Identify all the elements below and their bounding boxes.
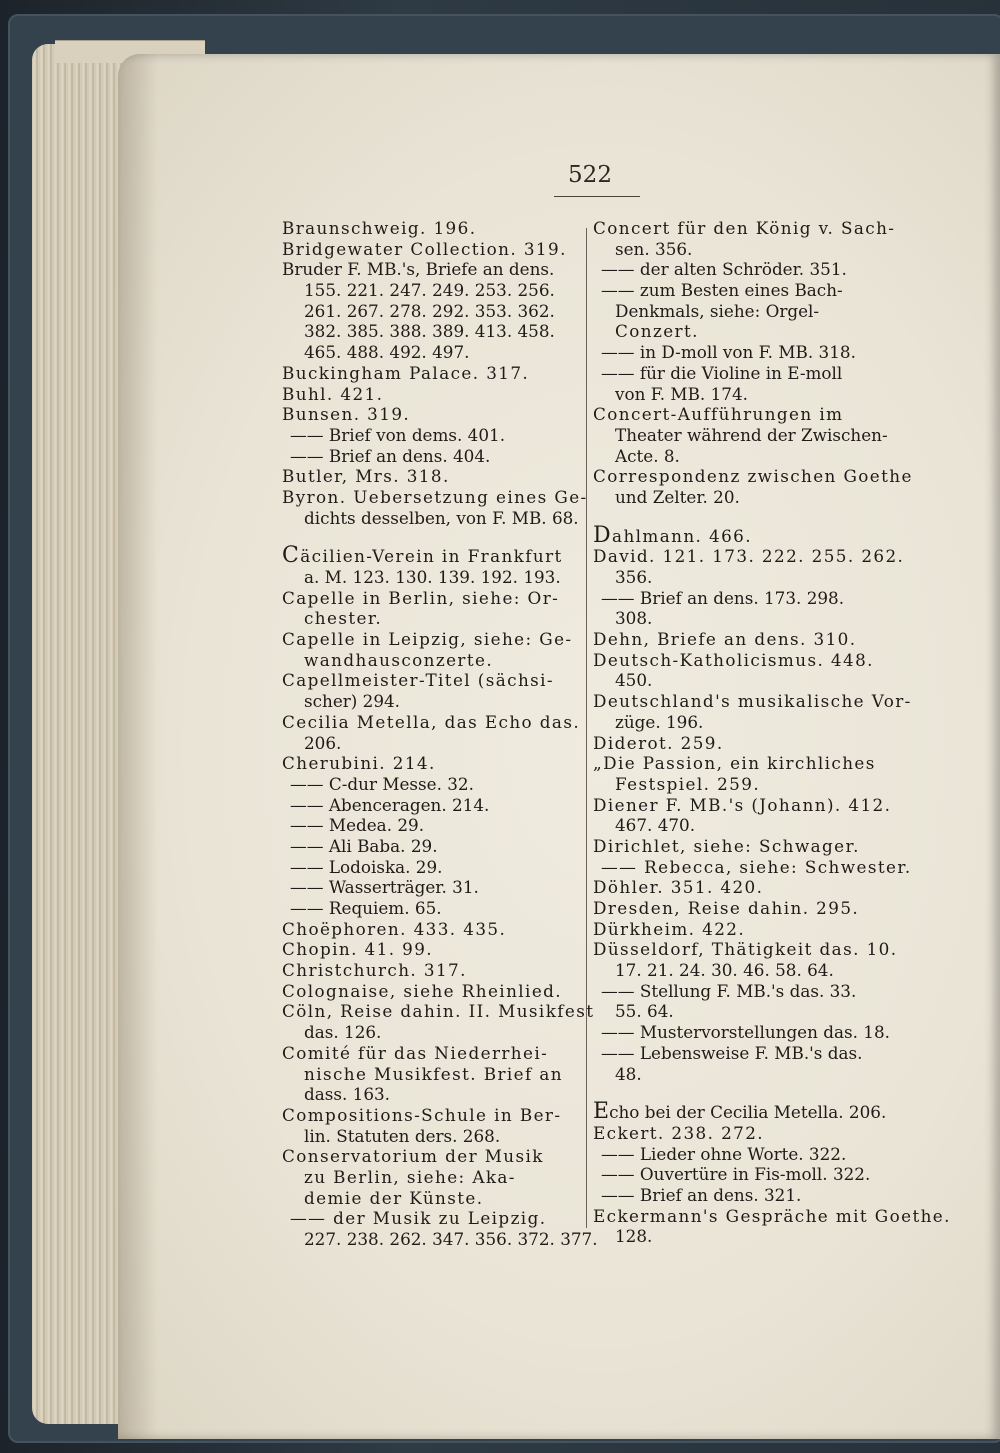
index-entry-line: Dehn, Briefe an dens. 310.: [593, 629, 857, 650]
index-entry-line: 356.: [615, 567, 653, 587]
index-entry-line: —— für die Violine in E-moll: [601, 362, 843, 383]
index-entry-line: Buhl. 421.: [282, 383, 384, 404]
index-entry-line: Cäcilien-Verein in Frankfurt: [282, 543, 563, 569]
index-entry-line: Concert für den König v. Sach-: [593, 218, 896, 238]
index-entry-line: Bridgewater Collection. 319.: [282, 238, 567, 259]
index-entry-line: Braunschweig. 196.: [282, 218, 477, 238]
index-column-left: [282, 218, 598, 1250]
index-entry-line: David. 121. 173. 222. 255. 262.: [593, 546, 905, 567]
index-entry-line: Conservatorium der Musik: [282, 1146, 544, 1167]
index-entry-line: das. 126.: [304, 1022, 382, 1043]
index-entry-line: wandhausconzerte.: [304, 649, 494, 670]
index-entry-line: —— der alten Schröder. 351.: [601, 259, 847, 280]
index-entry-line: Capellmeister-Titel (sächsi-: [282, 670, 554, 691]
index-entry-line: 465. 488. 492. 497.: [304, 342, 470, 363]
index-entry-line: —— Mustervorstellungen das. 18.: [601, 1022, 890, 1043]
index-entry-line: 227. 238. 262. 347. 356. 372. 377.: [304, 1229, 598, 1249]
index-entry-line: —— Brief an dens. 173. 298.: [601, 587, 845, 608]
index-entry-line: —— Abenceragen. 214.: [290, 794, 490, 815]
index-entry-line: Buckingham Palace. 317.: [282, 362, 530, 383]
index-entry-line: 467. 470.: [615, 815, 696, 836]
index-entry-line: —— Brief an dens. 404.: [290, 445, 491, 466]
index-entry-line: —— zum Besten eines Bach-: [601, 280, 843, 301]
index-entry-line: nische Musikfest. Brief an: [304, 1063, 563, 1084]
index-entry-line: Echo bei der Cecilia Metella. 206.: [593, 1099, 887, 1125]
index-entry-line: Bunsen. 319.: [282, 404, 411, 425]
index-entry-line: Düsseldorf, Thätigkeit das. 10.: [593, 939, 898, 960]
index-entry-line: Festspiel. 259.: [615, 773, 761, 794]
index-entry-line: Byron. Uebersetzung eines Ge-: [282, 486, 588, 507]
index-entry-line: Cöln, Reise dahin. II. Musikfest: [282, 1001, 595, 1022]
index-entry-line: —— Ali Baba. 29.: [290, 835, 438, 856]
index-entry-line: —— C-dur Messe. 32.: [290, 773, 474, 794]
index-entry-line: lin. Statuten ders. 268.: [304, 1125, 501, 1146]
index-entry-line: und Zelter. 20.: [615, 486, 740, 507]
index-entry-line: —— Rebecca, siehe: Schwester.: [601, 856, 912, 877]
index-entry-line: Eckermann's Gespräche mit Goethe.: [593, 1205, 951, 1226]
index-entry-line: Dürkheim. 422.: [593, 918, 746, 939]
index-entry-line: Christchurch. 317.: [282, 960, 467, 981]
page-number-rule: [554, 196, 640, 197]
index-entry-line: Concert-Aufführungen im: [593, 404, 844, 425]
index-entry-line: Eckert. 238. 272.: [593, 1122, 765, 1143]
index-entry-line: 48.: [615, 1063, 642, 1084]
index-entry-line: —— Lodoiska. 29.: [290, 856, 443, 877]
index-entry-line: dass. 163.: [304, 1084, 391, 1105]
index-entry-line: Cecilia Metella, das Echo das.: [282, 711, 581, 732]
index-entry-line: sen. 356.: [615, 238, 693, 259]
index-entry-line: a. M. 123. 130. 139. 192. 193.: [304, 567, 561, 587]
index-entry-line: Bruder F. MB.'s, Briefe an dens.: [282, 259, 555, 280]
index-entry-line: Colognaise, siehe Rheinlied.: [282, 980, 563, 1001]
index-entry-line: 308.: [615, 608, 653, 629]
index-entry-line: von F. MB. 174.: [615, 383, 748, 404]
index-entry-line: Diderot. 259.: [593, 732, 724, 753]
index-entry-line: —— in D-moll von F. MB. 318.: [601, 342, 856, 363]
index-entry-line: 382. 385. 388. 389. 413. 458.: [304, 321, 555, 342]
index-entry-line: zu Berlin, siehe: Aka-: [304, 1166, 516, 1187]
index-entry-line: züge. 196.: [615, 711, 704, 732]
index-entry-line: Dahlmann. 466.: [593, 522, 752, 548]
index-entry-line: dichts desselben, von F. MB. 68.: [304, 507, 579, 528]
index-entry-line: Cherubini. 214.: [282, 753, 436, 774]
index-entry-line: Choëphoren. 433. 435.: [282, 918, 507, 939]
index-entry-line: —— Brief von dems. 401.: [290, 424, 506, 445]
index-entry-line: —— Stellung F. MB.'s das. 33.: [601, 980, 857, 1001]
index-entry-line: 55. 64.: [615, 1001, 674, 1022]
index-entry-line: Conzert.: [615, 321, 699, 342]
page-number: 522: [568, 162, 612, 188]
index-entry-line: Döhler. 351. 420.: [593, 877, 764, 898]
index-entry-line: Capelle in Leipzig, siehe: Ge-: [282, 629, 573, 650]
index-entry-line: Correspondenz zwischen Goethe: [593, 466, 913, 487]
index-column-right: [593, 218, 951, 1247]
index-entry-line: 206.: [304, 732, 342, 753]
index-entry-line: —— Wasserträger. 31.: [290, 877, 479, 898]
index-entry-line: 17. 21. 24. 30. 46. 58. 64.: [615, 960, 834, 981]
index-entry-line: Acte. 8.: [615, 445, 680, 466]
index-entry-line: Denkmals, siehe: Orgel-: [615, 300, 820, 321]
index-entry-line: —— Lieder ohne Worte. 322.: [601, 1143, 847, 1164]
index-entry-line: Deutsch-Katholicismus. 448.: [593, 649, 874, 670]
index-entry-line: Diener F. MB.'s (Johann). 412.: [593, 794, 892, 815]
index-entry-line: 450.: [615, 670, 653, 691]
index-entry-line: —— Ouvertüre in Fis-moll. 322.: [601, 1164, 871, 1185]
index-entry-line: Dirichlet, siehe: Schwager.: [593, 835, 860, 856]
index-entry-line: demie der Künste.: [304, 1187, 484, 1208]
index-entry-line: Compositions-Schule in Ber-: [282, 1104, 562, 1125]
index-entry-line: —— Requiem. 65.: [290, 898, 442, 918]
index-entry-line: Chopin. 41. 99.: [282, 939, 434, 960]
index-entry-line: Comité für das Niederrhei-: [282, 1042, 549, 1063]
gutter-shadow: [118, 54, 158, 1439]
index-entry-line: 128.: [615, 1226, 653, 1247]
index-entry-line: Capelle in Berlin, siehe: Or-: [282, 587, 560, 608]
index-entry-line: chester.: [304, 608, 383, 629]
index-entry-line: —— Brief an dens. 321.: [601, 1184, 802, 1205]
index-entry-line: —— Lebensweise F. MB.'s das.: [601, 1042, 863, 1063]
index-entry-line: Deutschland's musikalische Vor-: [593, 691, 912, 712]
index-entry-line: 261. 267. 278. 292. 353. 362.: [304, 300, 555, 321]
index-entry-line: —— Medea. 29.: [290, 815, 425, 836]
index-entry-line: Butler, Mrs. 318.: [282, 466, 450, 487]
index-entry-line: —— der Musik zu Leipzig.: [290, 1208, 547, 1229]
column-divider: [586, 228, 587, 1228]
index-entry-line: Theater während der Zwischen-: [615, 424, 888, 445]
index-entry-line: 155. 221. 247. 249. 253. 256.: [304, 280, 555, 301]
index-entry-line: Dresden, Reise dahin. 295.: [593, 898, 860, 918]
index-entry-line: scher) 294.: [304, 691, 401, 712]
index-entry-line: „Die Passion, ein kirchliches: [593, 753, 876, 774]
